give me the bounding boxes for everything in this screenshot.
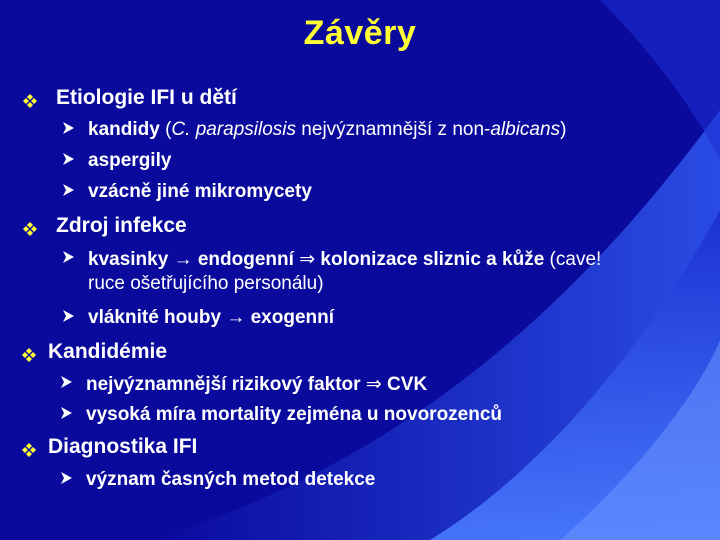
diamond-quad-bullet-icon [23, 218, 37, 242]
item-text: aspergily [88, 150, 172, 171]
item-text: vzácně jiné mikromycety [88, 181, 312, 202]
item-text: vysoká míra mortality zejména u novorozenců [86, 404, 503, 425]
arrowhead-bullet-icon [62, 309, 75, 328]
heading-part-a: Diagnostika [48, 435, 168, 458]
item-text: ( [165, 119, 172, 140]
heading-part-b: IFI u dětí [150, 86, 237, 109]
arrowhead-bullet-icon [60, 406, 73, 425]
item-text: kandidy [88, 119, 160, 140]
section-heading-kandidemie [48, 340, 167, 364]
list-item [88, 248, 601, 271]
item-text: nejvýznamnější rizikový faktor [86, 374, 361, 395]
item-text: vláknité houby [88, 307, 222, 328]
heading-part-a: Etiologie [56, 86, 145, 109]
diamond-quad-bullet-icon [23, 90, 37, 114]
list-item [88, 307, 334, 329]
item-text: endogenní [197, 249, 294, 270]
heading-part-b: IFI [172, 435, 198, 458]
arrowhead-bullet-icon [62, 250, 75, 269]
list-item [86, 404, 502, 426]
section-heading-diagnostika [48, 435, 197, 459]
list-item-continuation: ruce ošetřujícího personálu) [88, 273, 324, 294]
item-text: exogenní [250, 307, 334, 328]
arrowhead-bullet-icon [60, 471, 73, 490]
right-arrow-icon: → [173, 249, 193, 270]
item-text: význam časných metod detekce [86, 469, 376, 490]
item-text: ) [560, 119, 567, 140]
heading-part-a: Zdroj [56, 214, 109, 237]
item-text: kvasinky [88, 249, 169, 270]
item-text: nejvýznamnější z non- [296, 119, 491, 140]
slide-title: Závěry [303, 14, 417, 52]
list-item [88, 119, 566, 141]
item-text: kolonizace sliznic a kůže [320, 249, 545, 270]
item-text-italic: C. parapsilosis [171, 119, 297, 140]
item-text: (cave! [544, 249, 602, 270]
item-text: CVK [387, 374, 428, 395]
arrowhead-bullet-icon [62, 183, 75, 202]
list-item [86, 373, 427, 396]
arrowhead-bullet-icon [62, 152, 75, 171]
diamond-quad-bullet-icon [22, 439, 36, 463]
list-item [88, 150, 171, 172]
heading-part-a: Kandidémie [48, 340, 168, 363]
list-item [88, 181, 312, 203]
heading-part-b: infekce [114, 214, 187, 237]
arrowhead-bullet-icon [60, 375, 73, 394]
double-right-arrow-icon: ⇒ [299, 249, 316, 270]
double-right-arrow-icon: ⇒ [365, 374, 382, 395]
section-heading-etiologie [56, 86, 237, 110]
list-item [86, 469, 375, 491]
section-heading-zdroj [56, 214, 187, 238]
arrowhead-bullet-icon [62, 121, 75, 140]
item-text-italic: albicans [490, 119, 561, 140]
right-arrow-icon: → [226, 307, 246, 328]
diamond-quad-bullet-icon [22, 344, 36, 368]
